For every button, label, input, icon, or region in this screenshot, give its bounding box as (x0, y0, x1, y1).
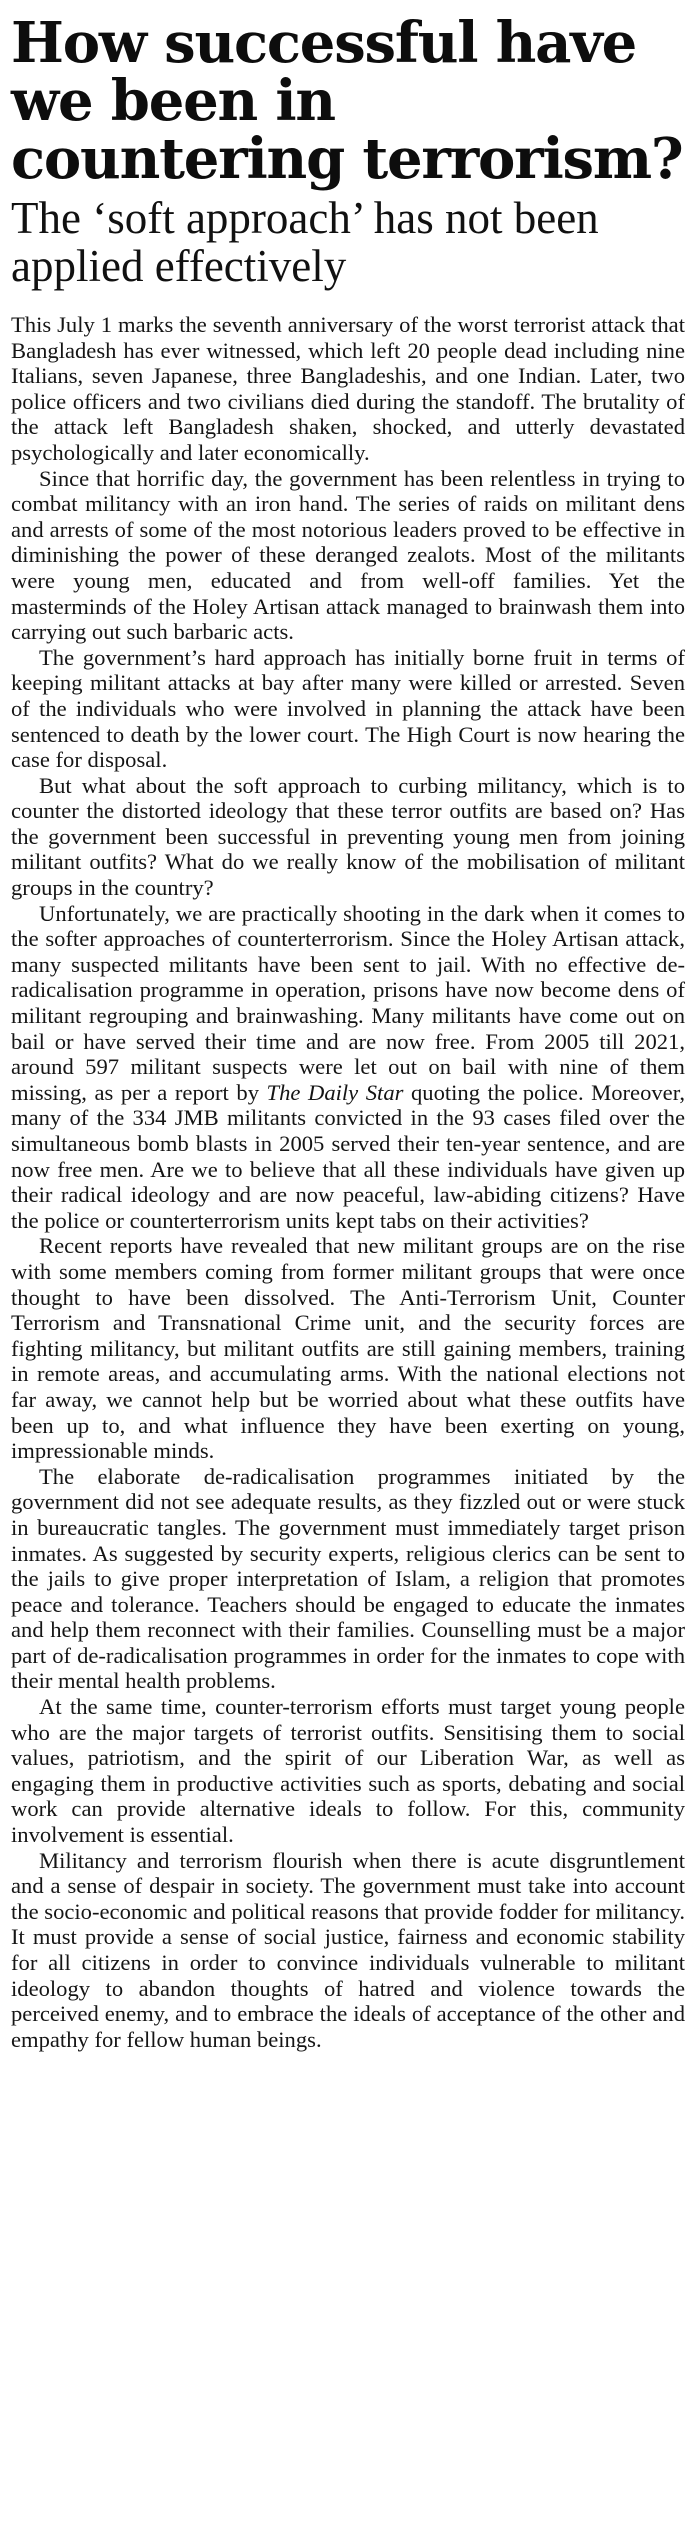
article (11, 10, 685, 2052)
body-paragraph (11, 901, 685, 1234)
paragraph-text: quoting the police. Moreover, many of the 334 JMB militants convicted in the 93 cases filed over the simultaneous bomb blasts in 2005 served their ten-year sentence, and are now free men. Are we to believe that all these individuals have given up their radical ideology and are now peaceful, law-abiding citizens? Have the police or counterterrorism units kept tabs on their activities? (11, 1079, 685, 1233)
body-paragraph: The government’s hard approach has initially borne fruit in terms of keeping militant attacks at bay after many were killed or arrested. Seven of the individuals who were involved in planning the attack have been sentenced to death by the lower court. The High Court is now hearing the case for disposal. (11, 644, 685, 773)
body-paragraph: This July 1 marks the seventh anniversary of the worst terrorist attack that Bangladesh has ever witnessed, which left 20 people dead including nine Italians, seven Japanese, three Bangladeshis, and one Indian. Later, two police officers and two civilians died during the standoff. The brutality of the attack left Bangladesh shaken, shocked, and utterly devastated psychologically and later economically. (11, 312, 685, 465)
body-paragraph: Militancy and terrorism flourish when there is acute disgruntlement and a sense of despair in society. The government must take into account the socio-economic and political reasons that provide fodder for militancy. It must provide a sense of social justice, fairness and economic stability for all citizens in order to convince individuals vulnerable to militant ideology to abandon thoughts of hatred and violence towards the perceived enemy, and to embrace the ideals of acceptance of the other and empathy for fellow human beings. (11, 1847, 685, 2052)
body-paragraph: But what about the soft approach to curbing militancy, which is to counter the distorted ideology that these terror outfits are based on? Has the government been successful in preventing young men from joining militant outfits? What do we really know of the mobilisation of militant groups in the country? (11, 772, 685, 901)
body-paragraph: At the same time, counter-terrorism efforts must target young people who are the major targets of terrorist outfits. Sensitising them to social values, patriotism, and the spirit of our Liberation War, as well as engaging them in productive activities such as sports, debating and social work can provide alternative ideals to follow. For this, community involvement is essential. (11, 1694, 685, 1848)
paragraph-text: Unfortunately, we are practically shooting in the dark when it comes to the softer approaches of counterterrorism. Since the Holey Artisan attack, many suspected militants have been sent to jail. With no effective de-radicalisation programme in operation, prisons have now become dens of militant regrouping and brainwashing. Many militants have come out on bail or have served their time and are now free. From 2005 till 2021, around 597 militant suspects were let out on bail with nine of them missing, as per a report by (11, 900, 685, 1105)
article-subheadline: The ‘soft approach’ has not been applied effectively (11, 193, 599, 291)
body-paragraph: Since that horrific day, the government has been relentless in trying to combat militancy with an iron hand. The series of raids on militant dens and arrests of some of the most notorious leaders proved to be effective in diminishing the power of these deranged zealots. Most of the militants were young men, educated and from well-off families. Yet the masterminds of the Holey Artisan attack managed to brainwash them into carrying out such barbaric acts. (11, 465, 685, 645)
article-body (11, 312, 685, 2052)
body-paragraph: Recent reports have revealed that new militant groups are on the rise with some members coming from former militant groups that were once thought to have been dissolved. The Anti-Terrorism Unit, Counter Terrorism and Transnational Crime unit, and the security forces are fighting militancy, but militant outfits are still gaining members, training in remote areas, and accumulating arms. With the national elections not far away, we cannot help but be worried about what these outfits have been up to, and what influence they have been exerting on young, impressionable minds. (11, 1233, 685, 1464)
article-headline: How successful have we been in countering terrorism? (11, 10, 683, 192)
publication-name: The Daily Star (266, 1079, 404, 1105)
body-paragraph: The elaborate de-radicalisation programmes initiated by the government did not see adequate results, as they fizzled out or were stuck in bureaucratic tangles. The government must immediately target prison inmates. As suggested by security experts, religious clerics can be sent to the jails to give proper interpretation of Islam, a religion that promotes peace and tolerance. Teachers should be engaged to educate the inmates and help them reconnect with their families. Counselling must be a major part of de-radicalisation programmes in order for the inmates to cope with their mental health problems. (11, 1463, 685, 1694)
